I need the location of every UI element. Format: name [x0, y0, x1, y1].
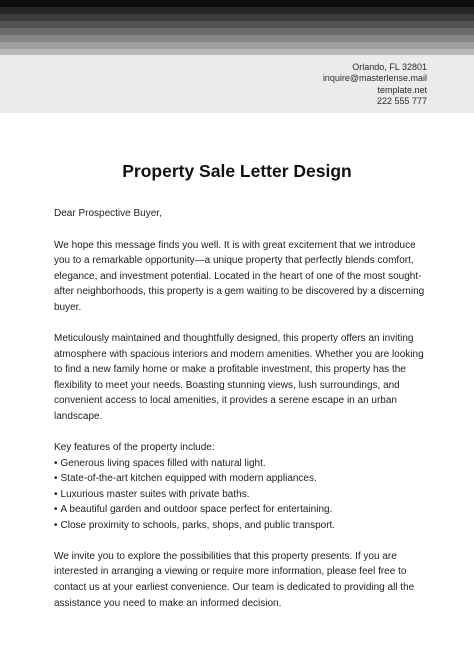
letter-title: Property Sale Letter Design — [122, 161, 352, 181]
contact-phone: 222 555 777 — [376, 95, 427, 106]
header-stripe — [0, 0, 474, 7]
header-stripe — [0, 14, 474, 21]
header-stripe — [0, 21, 474, 28]
header-stripes — [0, 0, 474, 55]
letter-body — [54, 206, 434, 627]
header-stripe — [0, 28, 474, 35]
feature-item: • Luxurious master suites with private baths. — [54, 487, 434, 503]
feature-item: • State-of-the-art kitchen equipped with modern appliances. — [54, 471, 434, 487]
paragraph-intro: We hope this message finds you well. It is with great excitement that we introduce you to a remarkable opportunity—a unique property that perfectly blends comfort, elegance, and investment potential. Located in the heart of one of the most sought-after neighborhoods, this property is a gem waiting to be discovered by a discerning buyer. — [54, 239, 425, 313]
salutation: Dear Prospective Buyer, — [54, 208, 162, 219]
feature-item: • Generous living spaces filled with natural light. — [54, 456, 434, 472]
header-stripe — [0, 35, 474, 42]
features-intro: Key features of the property include: — [54, 441, 215, 453]
header-stripe — [0, 7, 474, 14]
contact-city: Orlando, FL 32801 — [352, 62, 427, 72]
paragraph-closing: We invite you to explore the possibilities that this property presents. If you are interested in arranging a viewing or require more information, please feel free to contact us at your earliest convenience. Our team is dedicated to providing all the assistance you need to make an informed decision. — [54, 550, 415, 609]
contact-website: template.net — [377, 84, 427, 95]
contact-block — [323, 62, 427, 107]
features-list — [54, 456, 434, 534]
contact-email: inquire@masterlense.mail — [322, 73, 427, 84]
feature-item: • Close proximity to schools, parks, shops, and public transport. — [54, 518, 434, 534]
feature-item: • A beautiful garden and outdoor space perfect for entertaining. — [54, 502, 434, 518]
paragraph-description: Meticulously maintained and thoughtfully designed, this property offers an inviting atmosphere with spacious interiors and modern amenities. Whether you are looking to find a new family home or make a profitable investment, this property has the flexibility to meet your needs. Boasting stunning views, lush surroundings, and convenient access to local amenities, it provides a serene escape in an urban landscape. — [54, 332, 424, 422]
header-stripe — [0, 42, 474, 49]
